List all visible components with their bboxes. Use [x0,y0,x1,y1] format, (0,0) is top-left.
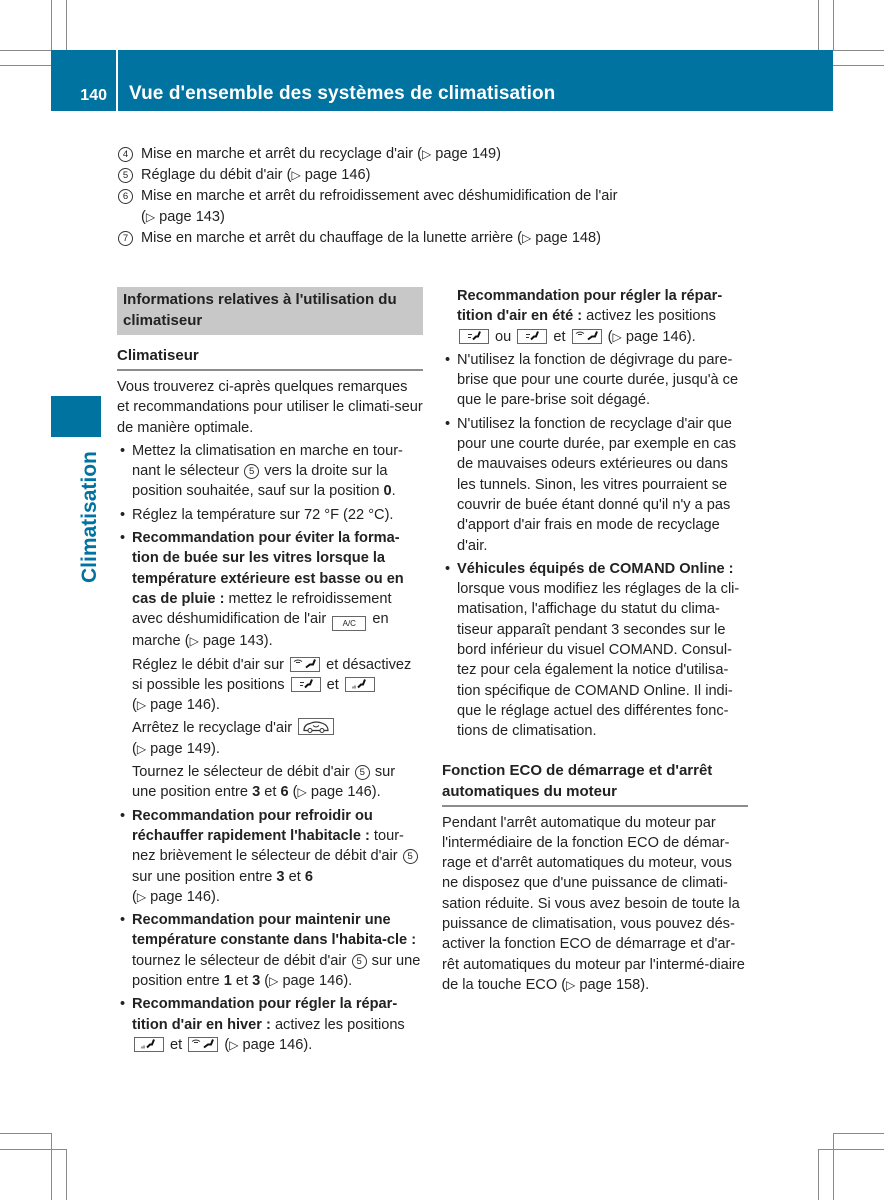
windshield-airflow-icon [290,657,320,672]
crop-mark [833,1133,834,1200]
center-airflow-icon [517,329,547,344]
paragraph: Réglez le débit d'air sur et désactivez si possible les positions et (▷ page 146). [132,656,412,714]
right-column [442,286,748,995]
bullet-item: • Recommandation pour éviter la forma-tion de buée sur les vitres lorsque la température extérieure est basse ou en cas de pluie : mettez le refroidissement avec déshumidification de l'air A/C en marche (▷ page 143). [117,528,423,651]
page-ref-arrow-icon: ▷ [297,785,307,800]
page-number: 140 [80,87,107,104]
legend-item: 4 Mise en marche et arrêt du recyclage d'air (▷ page 149) [117,144,737,165]
bullet-item: • Recommandation pour maintenir une température constante dans l'habita-cle : tournez le sélecteur de débit d'air 5 sur une position entre 1 et 3 (▷ page 146). [117,910,423,991]
page-ref-link[interactable]: page 143 [202,633,264,650]
bullet-item: • Véhicules équipés de COMAND Online : lorsque vous modifiez les réglages de la cli-matisation, l'affichage du statut du clima-tiseur apparaît pendant 3 secondes sur le bord inférieur du visuel COMAND. Consul-tez pour cela également la notice d'utilisa-tion spécifique de COMAND Online. Il indi-que le réglage actuel des différentes fonc-tions de climatisation. [442,559,748,742]
crop-mark [833,1133,884,1134]
crop-mark [51,1133,52,1200]
page-ref-link[interactable]: page 146 [242,1036,304,1053]
legend-item: 7 Mise en marche et arrêt du chauffage de la lunette arrière (▷ page 148) [117,228,737,249]
page-ref-arrow-icon: ▷ [291,168,301,182]
section-heading: Informations relatives à l'utilisation du climatiseur [117,287,423,335]
crop-mark [51,0,52,50]
page-ref-link[interactable]: page 146 [150,888,212,905]
center-airflow-icon [291,677,321,692]
bullet-item: • Réglez la température sur 72 °F (22 °C). [117,505,423,525]
page-ref-arrow-icon: ▷ [136,741,147,756]
crop-mark [818,1149,884,1150]
page-ref-arrow-icon: ▷ [269,974,279,989]
footwell-airflow-icon [134,1037,164,1052]
crop-mark [0,65,51,66]
page-ref-arrow-icon: ▷ [136,698,147,713]
callout-number: 6 [118,189,133,204]
page-ref-link[interactable]: page 146 [282,973,344,990]
crop-mark [833,50,884,51]
page-title: Vue d'ensemble des systèmes de climatisation [129,83,556,104]
page-ref-link[interactable]: page 158 [579,976,641,993]
bullet-item: • Mettez la climatisation en marche en tour-nant le sélecteur 5 vers la droite sur la position souhaitée, sauf sur la position 0. [117,441,423,502]
callout-number: 7 [118,231,133,246]
footwell-airflow-icon [345,677,375,692]
page-ref-arrow-icon: ▷ [522,231,532,245]
center-airflow-icon [459,329,489,344]
page-ref-link[interactable]: page 143 [159,209,221,225]
crop-mark [66,0,67,50]
intro-paragraph: Vous trouverez ci-après quelques remarques et recommandations pour utiliser le climati-seur de manière optimale. [117,379,423,436]
subsection-heading: Fonction ECO de démarrage et d'arrêt automatiques du moteur [442,760,748,807]
page-ref-link[interactable]: page 149 [435,146,497,162]
windshield-airflow-icon [572,329,602,344]
crop-mark [66,1149,67,1200]
eco-paragraph: Pendant l'arrêt automatique du moteur par l'intermédiaire de la fonction ECO de démar-rage et d'arrêt automatiques du moteur, vous ne disposez que d'une puissance de climati-sation réduite. Si vous avez besoin de toute la puissance de climatisation, vous pouvez dés-activer la fonction ECO de démarrage et d'ar-rêt automatiques du moteur par l'intermé-diaire de la touche ECO (▷ page 158). [442,814,745,993]
header-divider [116,50,118,111]
bullet-item: • N'utilisez la fonction de recyclage d'air que pour une courte durée, par exemple en cas de mauvaises odeurs extérieures ou dans les tunnels. Sinon, les vitres pourraient se couvrir de buée étant donné qu'il n'y a pas d'apport d'air frais en mode de recyclage d'air. [442,414,748,556]
ac-button-icon: A/C [332,616,366,631]
chapter-tab-label: Climatisation [78,451,101,583]
page-ref-arrow-icon: ▷ [189,634,199,649]
page-ref-arrow-icon: ▷ [229,1037,239,1052]
page-ref-arrow-icon: ▷ [422,147,432,161]
callout-number: 4 [118,147,133,162]
bullet-item: • N'utilisez la fonction de dégivrage du pare-brise que pour une courte durée, jusqu'à ce que le pare-brise soit dégagé. [442,350,748,411]
page-header [51,50,833,111]
page-ref-link[interactable]: page 146 [150,697,212,714]
bullet-item: • Recommandation pour refroidir ou réchauffer rapidement l'habitacle : tour-nez brièvement le sélecteur de débit d'air 5 sur une position entre 3 et 6 (▷ page 146). [117,806,423,907]
page-ref-link[interactable]: page 146 [310,784,372,801]
page-ref-arrow-icon: ▷ [145,210,156,224]
page-ref-arrow-icon: ▷ [612,329,622,344]
subsection-heading: Climatiseur [117,345,423,371]
crop-mark [833,0,834,50]
crop-mark [818,1149,819,1200]
crop-mark [0,50,51,51]
chapter-tab-marker [51,396,101,437]
callout-number: 5 [244,464,259,479]
legend-item: 6 Mise en marche et arrêt du refroidissement avec déshumidification de l'air (▷ page 143) [117,186,737,228]
page-ref-arrow-icon: ▷ [136,889,147,904]
paragraph: Tournez le sélecteur de débit d'air 5 sur une position entre 3 et 6 (▷ page 146). [132,764,396,801]
callout-number: 5 [118,168,133,183]
page-ref-link[interactable]: page 146 [304,167,366,183]
crop-mark [0,1133,51,1134]
crop-mark [833,65,884,66]
callout-number: 5 [352,954,367,969]
paragraph: Arrêtez le recyclage d'air (▷ page 149). [117,718,423,759]
bullet-item: • Recommandation pour régler la répar-tition d'air en hiver : activez les positions et (▷ page 146). [117,994,423,1055]
legend-item: 5 Réglage du débit d'air (▷ page 146) [117,165,737,186]
callout-number: 5 [355,765,370,780]
crop-mark [818,0,819,50]
page-ref-link[interactable]: page 149 [150,740,212,757]
page-ref-link[interactable]: page 146 [625,328,687,345]
page-ref-arrow-icon: ▷ [566,977,576,992]
windshield-airflow-icon [188,1037,218,1052]
paragraph: Recommandation pour régler la répar-tition d'air en été : activez les positions ou et (▷ page 146). [457,288,723,345]
air-recirculation-icon [298,718,334,735]
left-column [117,287,423,1055]
crop-mark [0,1149,66,1150]
legend-list [117,144,737,249]
page-ref-link[interactable]: page 148 [535,230,597,246]
callout-number: 5 [403,849,418,864]
